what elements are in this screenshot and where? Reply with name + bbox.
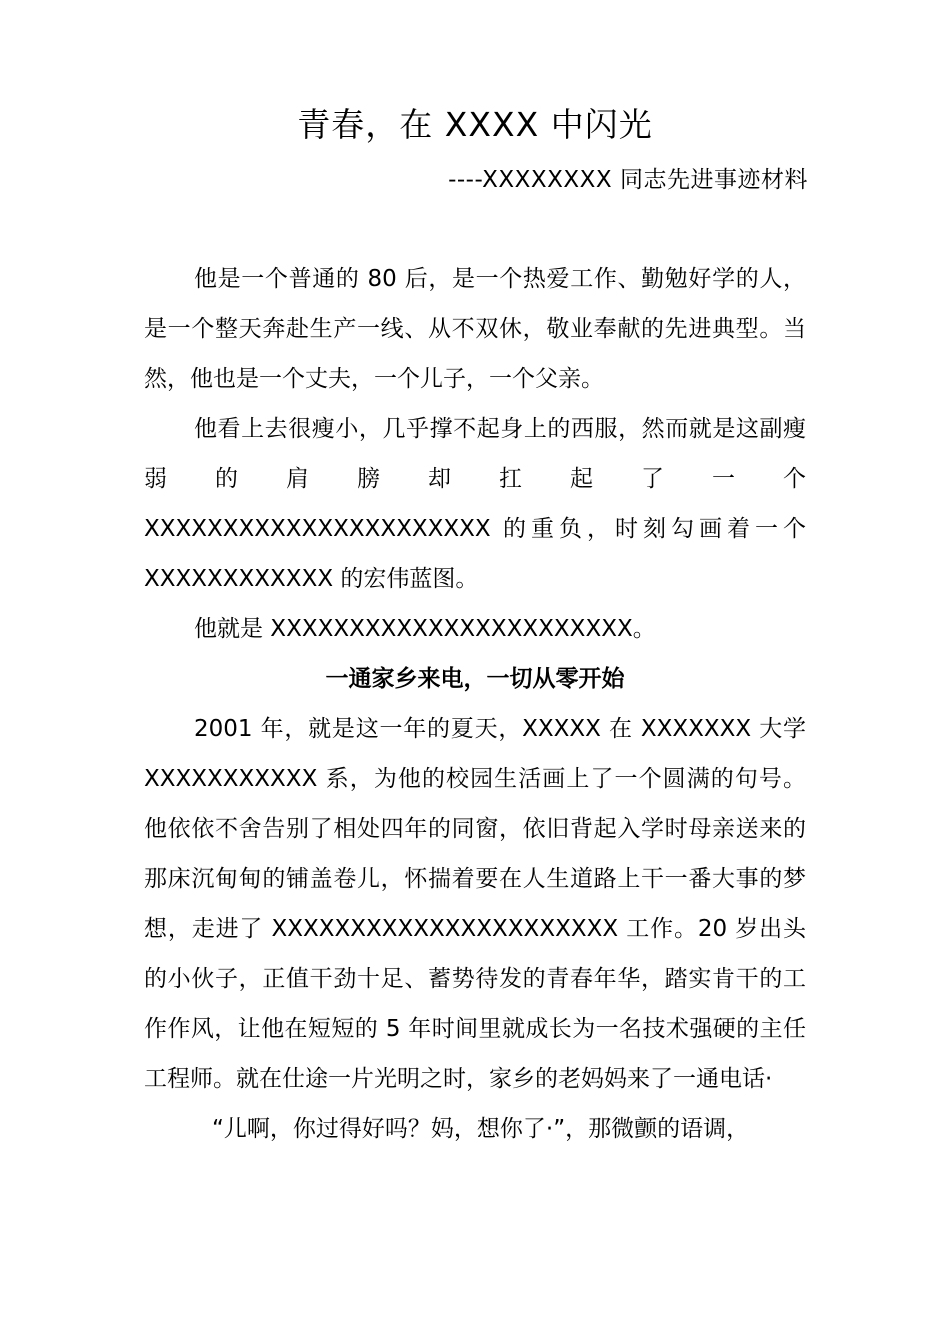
paragraph-2001: 2001 年，就是这一年的夏天，XXXXX 在 XXXXXXX 大学 XXXXXXXXXXX 系，为他的校园生活画上了一个圆满的句号。他依依不舍告别了相处四年的同窗，依旧背起入学时母亲送来的那床沉甸甸的铺盖卷儿，怀揣着要在人生道路上干一番大事的梦想，走进了 XXXXXXXXXXXXXXXXXXXXXX 工作。20 岁出头的小伙子，正值干劲十足、蓄势待发的青春年华，踏实肯干的工作作风，让他在短短的 5 年时间里就成长为一名技术强硬的主任工程师。就在仕途一片光明之时，家乡的老妈妈来了一通电话·	[144, 716, 806, 1092]
section-heading: 一通家乡来电，一切从零开始	[325, 666, 625, 692]
paragraph-shoulders: 他看上去很瘦小，几乎撑不起身上的西服，然而就是这副瘦弱的肩膀却扛起了一个	[144, 416, 806, 492]
paragraph-identity: 他就是 XXXXXXXXXXXXXXXXXXXXXXX。	[194, 616, 656, 642]
paragraph-phone-call: “儿啊，你过得好吗？妈，想你了·”，那微颤的语调，	[212, 1116, 750, 1142]
document-body	[144, 254, 806, 1154]
document-subtitle: ----XXXXXXXX 同志先进事迹材料	[448, 167, 808, 193]
paragraph-shoulders-cont: XXXXXXXXXXXXXXXXXXXXXX 的重负，时刻勾画着一个 XXXXXXXXXXXX 的宏伟蓝图。	[144, 516, 806, 592]
document-title: 青春，在 XXXX 中闪光	[297, 105, 653, 144]
paragraph-intro: 他是一个普通的 80 后，是一个热爱工作、勤勉好学的人，是一个整天奔赴生产一线、从不双休，敬业奉献的先进典型。当然，他也是一个丈夫，一个儿子，一个父亲。	[144, 266, 806, 392]
